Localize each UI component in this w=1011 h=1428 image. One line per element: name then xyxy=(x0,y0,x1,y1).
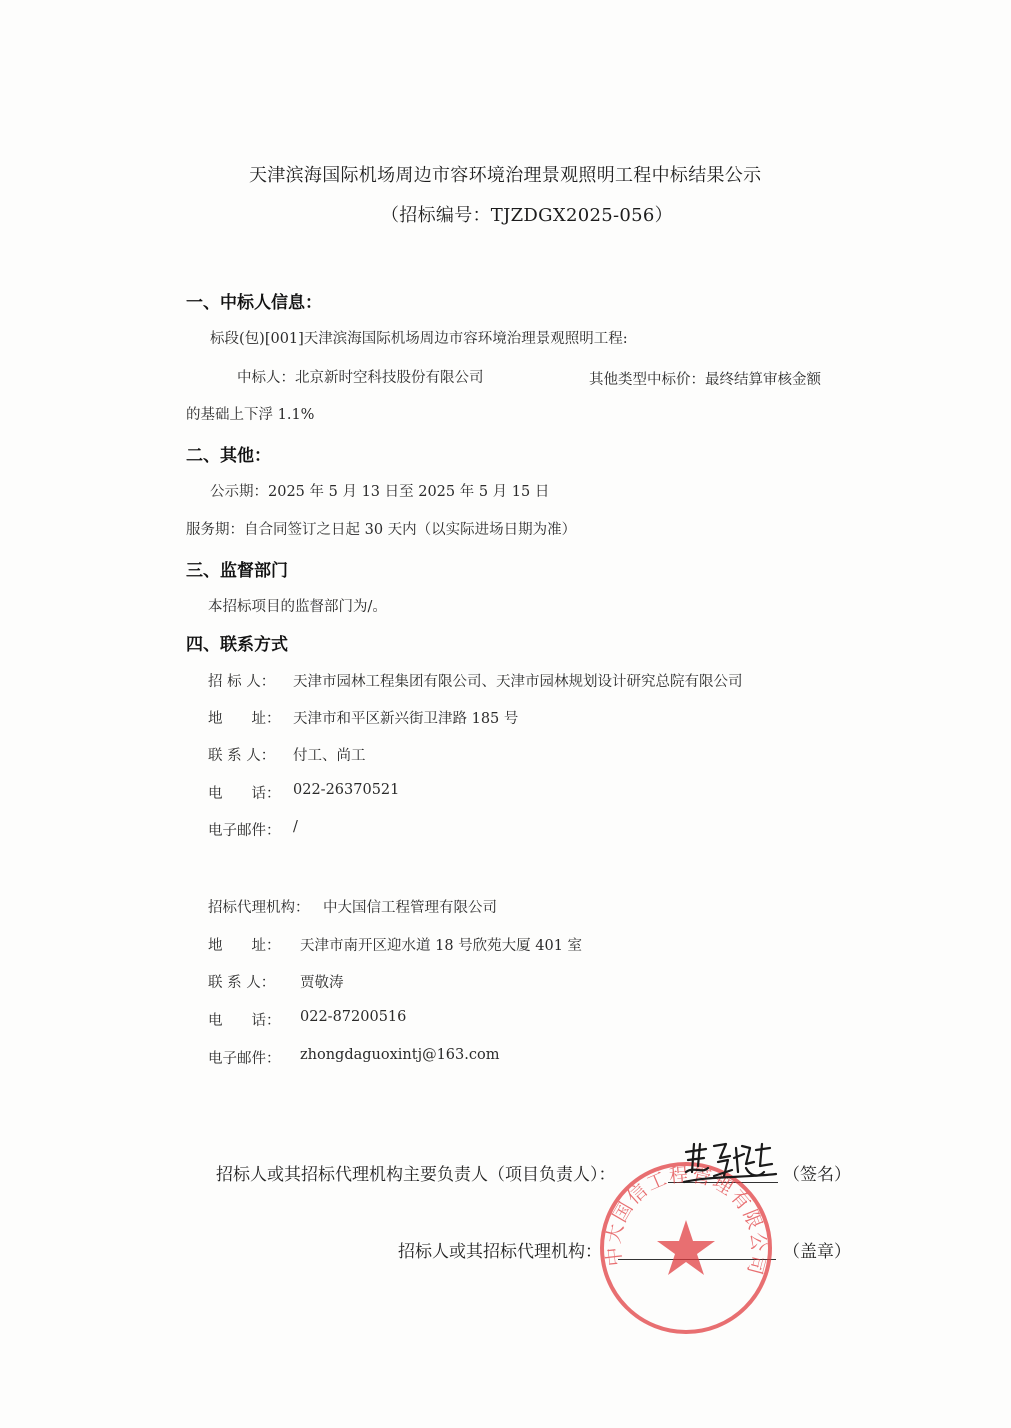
tenderer-label: 招 标 人： xyxy=(208,674,276,690)
tenderer-value: 天津市园林工程集团有限公司、天津市园林规划设计研究总院有限公司 xyxy=(293,674,743,690)
signature-suffix: （签名） xyxy=(783,1165,851,1185)
winner-line: 中标人：北京新时空科技股份有限公司 xyxy=(237,370,484,386)
agency-contact-label: 联 系 人： xyxy=(208,975,276,991)
price-line-b: 的基础上下浮 1.1% xyxy=(186,407,315,423)
agency-contact-value: 贾敬涛 xyxy=(300,975,344,991)
agency-address-value: 天津市南开区迎水道 18 号欣苑大厦 401 室 xyxy=(300,938,583,954)
agency-email-label: 电子邮件： xyxy=(208,1051,281,1067)
publicity-period: 公示期：2025 年 5 月 13 日至 2025 年 5 月 15 日 xyxy=(210,484,550,500)
document-title: 天津滨海国际机场周边市容环境治理景观照明工程中标结果公示 xyxy=(249,165,762,186)
tenderer-email-label: 电子邮件： xyxy=(208,823,281,839)
agency-address-label: 地 址： xyxy=(208,938,281,954)
section-heading-supervision: 三、监督部门 xyxy=(186,561,288,581)
agency-label: 招标代理机构： xyxy=(208,900,310,916)
agency-value: 中大国信工程管理有限公司 xyxy=(323,900,497,916)
tenderer-address-label: 地 址： xyxy=(208,711,281,727)
section-heading-other: 二、其他： xyxy=(186,446,271,466)
package-line: 标段(包)[001]天津滨海国际机场周边市容环境治理景观照明工程: xyxy=(210,331,628,347)
section-heading-contact: 四、联系方式 xyxy=(186,635,288,655)
supervision-text: 本招标项目的监督部门为/。 xyxy=(208,599,387,615)
agency-phone-label: 电 话： xyxy=(208,1013,281,1029)
section-heading-winner: 一、中标人信息： xyxy=(186,293,322,313)
service-period: 服务期：自合同签订之日起 30 天内（以实际进场日期为准） xyxy=(186,522,577,538)
agency-email-value: zhongdaguoxintj@163.com xyxy=(300,1047,500,1063)
signature-line-label: 招标人或其招标代理机构主要负责人（项目负责人）： xyxy=(216,1165,616,1185)
price-line-a: 其他类型中标价：最终结算审核金额 xyxy=(589,372,821,388)
seal-line-label: 招标人或其招标代理机构： xyxy=(398,1242,602,1262)
tender-number: （招标编号：TJZDGX2025-056） xyxy=(381,205,673,226)
tenderer-contact-label: 联 系 人： xyxy=(208,748,276,764)
tenderer-phone-value: 022-26370521 xyxy=(293,782,400,798)
tenderer-address-value: 天津市和平区新兴街卫津路 185 号 xyxy=(293,711,519,727)
seal-suffix: （盖章） xyxy=(783,1242,851,1262)
tenderer-phone-label: 电 话： xyxy=(208,786,281,802)
tenderer-contact-value: 付工、尚工 xyxy=(293,748,366,764)
seal-text: 中大国信工程管理有限公司 xyxy=(602,1163,770,1279)
handwritten-signature-icon xyxy=(680,1136,780,1192)
tenderer-email-value: / xyxy=(293,819,298,835)
agency-phone-value: 022-87200516 xyxy=(300,1009,407,1025)
